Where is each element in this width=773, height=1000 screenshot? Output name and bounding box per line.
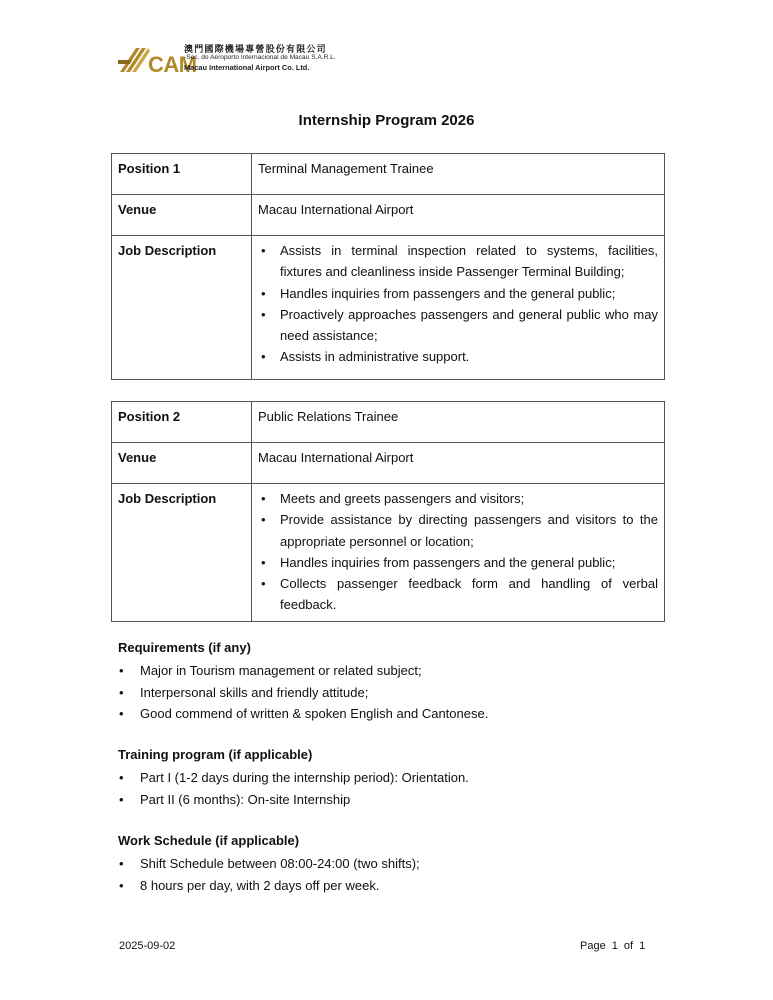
company-logo: [118, 42, 336, 77]
list-item: • Meets and greets passengers and visitors;: [280, 488, 658, 509]
venue-value: Macau International Airport: [252, 443, 665, 484]
list-item: • 8 hours per day, with 2 days off per week.: [140, 875, 420, 897]
requirements-section: [118, 638, 488, 725]
page-title: Internship Program 2026: [298, 112, 475, 129]
job-description-cell: [252, 236, 665, 380]
list-item: • Handles inquiries from passengers and the general public;: [280, 552, 658, 573]
position-1-table: [111, 153, 665, 380]
position-name: Public Relations Trainee: [252, 402, 665, 443]
footer-date: 2025-09-02: [119, 940, 176, 952]
job-description-label: Job Description: [112, 484, 252, 622]
airport-logo-icon: [118, 42, 152, 74]
job-description-label: Job Description: [112, 236, 252, 380]
position-name: Terminal Management Trainee: [252, 154, 665, 195]
list-item: • Handles inquiries from passengers and the general public;: [280, 283, 658, 304]
list-item: • Provide assistance by directing passengers and visitors to the appropriate personnel or location;: [280, 509, 658, 552]
list-item: • Part II (6 months): On-site Internship: [140, 789, 469, 811]
list-item: • Proactively approaches passengers and general public who may need assistance;: [280, 304, 658, 347]
position-2-table: [111, 401, 665, 622]
job-description-cell: [252, 484, 665, 622]
duties-list: [258, 240, 658, 368]
training-heading: Training program (if applicable): [118, 747, 313, 762]
list-item: • Shift Schedule between 08:00-24:00 (two shifts);: [140, 853, 420, 875]
schedule-heading: Work Schedule (if applicable): [118, 833, 300, 848]
venue-label: Venue: [112, 443, 252, 484]
list-item: • Part I (1-2 days during the internship period): Orientation.: [140, 767, 469, 789]
training-section: [118, 745, 469, 810]
logo-chinese-name: 澳門國際機場專營股份有限公司: [184, 44, 327, 54]
list-item: • Interpersonal skills and friendly attitude;: [140, 682, 488, 704]
logo-portuguese-name: -Soc. do Aeroporto Internacional de Macau S.A.R.L.: [184, 54, 336, 61]
list-item: • Collects passenger feedback form and handling of verbal feedback.: [280, 573, 658, 616]
list-item: • Assists in terminal inspection related to systems, facilities, fixtures and cleanliness inside Passenger Terminal Building;: [280, 240, 658, 283]
duties-list: [258, 488, 658, 616]
requirements-heading: Requirements (if any): [118, 640, 251, 655]
schedule-section: [118, 831, 420, 896]
position-label: Position 1: [112, 154, 252, 195]
requirements-list: [118, 660, 488, 725]
list-item: • Assists in administrative support.: [280, 346, 658, 367]
logo-cam-text: CAM: [148, 52, 197, 77]
position-label: Position 2: [112, 402, 252, 443]
schedule-list: [118, 853, 420, 896]
venue-label: Venue: [112, 195, 252, 236]
training-list: [118, 767, 469, 810]
list-item: • Good commend of written & spoken English and Cantonese.: [140, 703, 488, 725]
logo-english-name: Macau International Airport Co. Ltd.: [184, 63, 310, 72]
list-item: • Major in Tourism management or related subject;: [140, 660, 488, 682]
footer-page-number: Page 1 of 1: [580, 940, 646, 952]
venue-value: Macau International Airport: [252, 195, 665, 236]
